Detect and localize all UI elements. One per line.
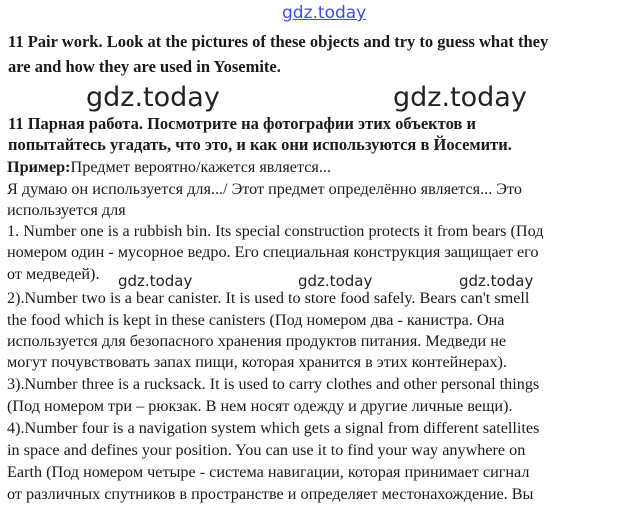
example-line-1 (7, 157, 637, 177)
answer-line: номером один - мусорное ведро. Его специальная конструкция защищает его (7, 243, 539, 261)
watermark-top-link[interactable]: gdz.today (282, 3, 367, 23)
answer-line: (Под номером три – рюкзак. В нем носят одежду и другие личные вещи). (7, 397, 513, 415)
watermark-large-right: gdz.today (393, 82, 527, 113)
task-heading-russian (8, 113, 638, 155)
task-heading-russian-line-1: 11 Парная работа. Посмотрите на фотографии этих объектов и (8, 114, 476, 133)
example-line-3: используется для (7, 201, 126, 219)
answer-line: от различных спутников в пространстве и определяет местонахождение. Вы (7, 485, 534, 503)
answer-line: могут почувствовать запах пищи, которая хранится в этих контейнерах). (7, 353, 507, 371)
answer-line: the food which is kept in these canisters (Под номером два - канистра. Она (7, 311, 505, 329)
task-heading-english (8, 29, 638, 79)
task-heading-english-line-1: 11 Pair work. Look at the pictures of these objects and try to guess what they (8, 32, 549, 51)
task-heading-english-line-2: are and how they are used in Yosemite. (8, 57, 281, 76)
answer-line: 1. Number one is a rubbish bin. Its special construction protects it from bears (Под (7, 222, 544, 240)
answer-line: 3).Number three is a rucksack. It is used to carry clothes and other personal things (7, 375, 540, 393)
example-text: Предмет вероятно/кажется является... (70, 158, 331, 176)
answer-line: от медведей). (7, 265, 100, 283)
watermark-small-2: gdz.today (298, 272, 373, 290)
example-label: Пример: (7, 158, 71, 176)
task-heading-russian-line-2: попытайтесь угадать, что это, и как они используются в Йосемити. (8, 135, 512, 154)
answer-line: in space and defines your position. You can use it to find your way anywhere on (7, 441, 526, 459)
answer-line: 4).Number four is a navigation system which gets a signal from different satellites (7, 419, 540, 437)
answer-line: Earth (Под номером четыре - система навигации, которая принимает сигнал (7, 463, 530, 481)
watermark-large-left: gdz.today (86, 82, 220, 113)
example-line-2: Я думаю он используется для.../ Этот предмет определённо является... Это (7, 180, 522, 198)
watermark-small-1: gdz.today (118, 272, 193, 290)
answer-line: 2).Number two is a bear canister. It is used to store food safely. Bears can't smell (7, 289, 530, 307)
answer-line: используется для безопасного хранения продуктов питания. Медведи не (7, 332, 507, 350)
watermark-small-3: gdz.today (459, 272, 534, 290)
